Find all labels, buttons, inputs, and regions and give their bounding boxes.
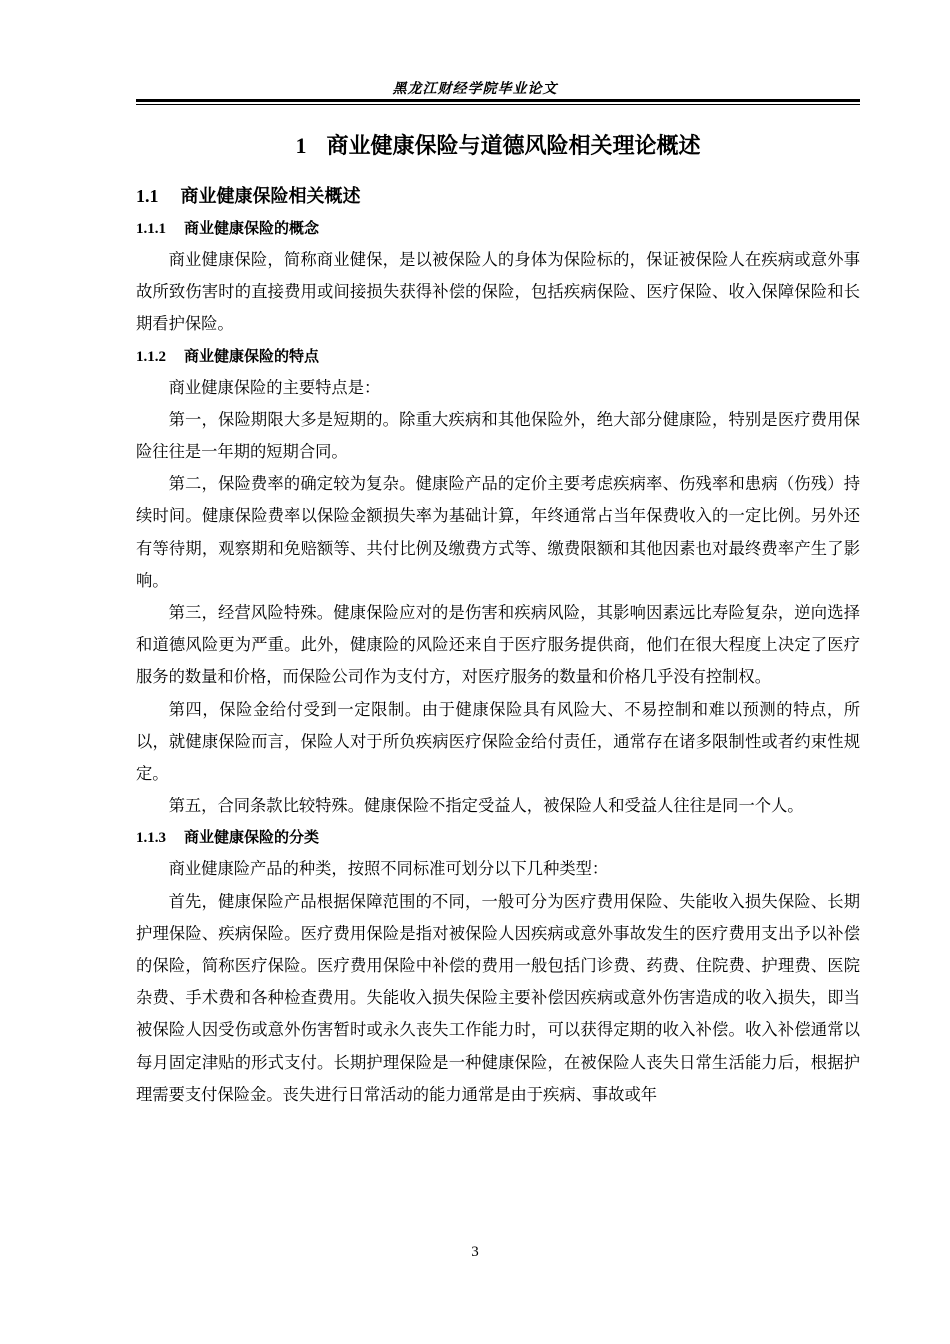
- subsection-number: 1.1.2: [136, 348, 166, 365]
- paragraph: 第五，合同条款比较特殊。健康保险不指定受益人，被保险人和受益人往往是同一个人。: [168, 796, 804, 816]
- subsection-heading-1-1-3: [136, 822, 860, 853]
- paragraph: 商业健康险产品的种类，按照不同标准可划分以下几种类型：: [168, 859, 609, 879]
- paragraph: 商业健康保险，简称商业健保，是以被保险人的身体为保险标的，保证被保险人在疾病或意外事故所致伤害时的直接费用或间接损失获得补偿的保险，包括疾病保险、医疗保险、收入保障保险和长期看护保险。: [136, 250, 860, 334]
- paragraph: 商业健康保险的主要特点是：: [168, 377, 381, 397]
- page-number: 3: [471, 1244, 479, 1260]
- subsection-heading-1-1-1: [136, 213, 860, 244]
- subsection-heading-1-1-2: [136, 341, 860, 372]
- chapter-title: 商业健康保险与道德风险相关理论概述: [326, 134, 701, 159]
- subsection-title: 商业健康保险的概念: [184, 219, 320, 237]
- section-number: 1.1: [136, 186, 159, 206]
- section-heading-1-1: [136, 180, 860, 213]
- paragraph: 第四，保险金给付受到一定限制。由于健康保险具有风险大、不易控制和难以预测的特点，所以，就健康保险而言，保险人对于所负疾病医疗保险金给付责任，通常存在诸多限制性或者约束性规定。: [136, 699, 860, 784]
- header-rule-thin: [136, 104, 860, 105]
- paragraph: 第三，经营风险特殊。健康保险应对的是伤害和疾病风险，其影响因素远比寿险复杂，逆向选择和道德风险更为严重。此外，健康险的风险还来自于医疗服务提供商，他们在很大程度上决定了医疗服务的数量和价格，而保险公司作为支付方，对医疗服务的数量和价格几乎没有控制权。: [136, 603, 860, 687]
- paragraph: 第二，保险费率的确定较为复杂。健康险产品的定价主要考虑疾病率、伤残率和患病（伤残）持续时间。健康保险费率以保险金额损失率为基础计算，年终通常占当年保费收入的一定比例。另外还有等待期，观察期和免赔额等、共付比例及缴费方式等、缴费限额和其他因素也对最终费率产生了影响。: [136, 474, 860, 590]
- subsection-title: 商业健康保险的分类: [184, 828, 320, 847]
- paragraph: 首先，健康保险产品根据保障范围的不同，一般可分为医疗费用保险、失能收入损失保险、长期护理保险、疾病保险。医疗费用保险是指对被保险人因疾病或意外事故发生的医疗费用支出予以补偿的保险，简称医疗保险。医疗费用保险中补偿的费用一般包括门诊费、药费、住院费、护理费、医院杂费、手术费和各种检查费用。失能收入损失保险主要补偿因疾病或意外伤害造成的收入损失，即当被保险人因受伤或意外伤害暂时或永久丧失工作能力时，可以获得定期的收入补偿。收入补偿通常以每月固定津贴的形式支付。长期护理保险是一种健康保险，在被保险人丧失日常生活能力后，根据护理需要支付保险金。丧失进行日常活动的能力通常是由于疾病、事故或年: [136, 891, 860, 1104]
- header-rule-thick: [136, 99, 860, 102]
- chapter-number: 1: [295, 133, 307, 158]
- subsection-title: 商业健康保险的特点: [184, 346, 320, 365]
- section-title: 商业健康保险相关概述: [180, 186, 361, 207]
- paragraph: 第一，保险期限大多是短期的。除重大疾病和其他保险外，绝大部分健康险，特别是医疗费用保险往往是一年期的短期合同。: [136, 409, 860, 462]
- chapter-heading: [136, 128, 860, 165]
- page-body: [136, 128, 860, 1111]
- running-header-title: 黑龙江财经学院毕业论文: [392, 81, 558, 97]
- subsection-number: 1.1.1: [136, 221, 166, 237]
- subsection-number: 1.1.3: [136, 830, 166, 847]
